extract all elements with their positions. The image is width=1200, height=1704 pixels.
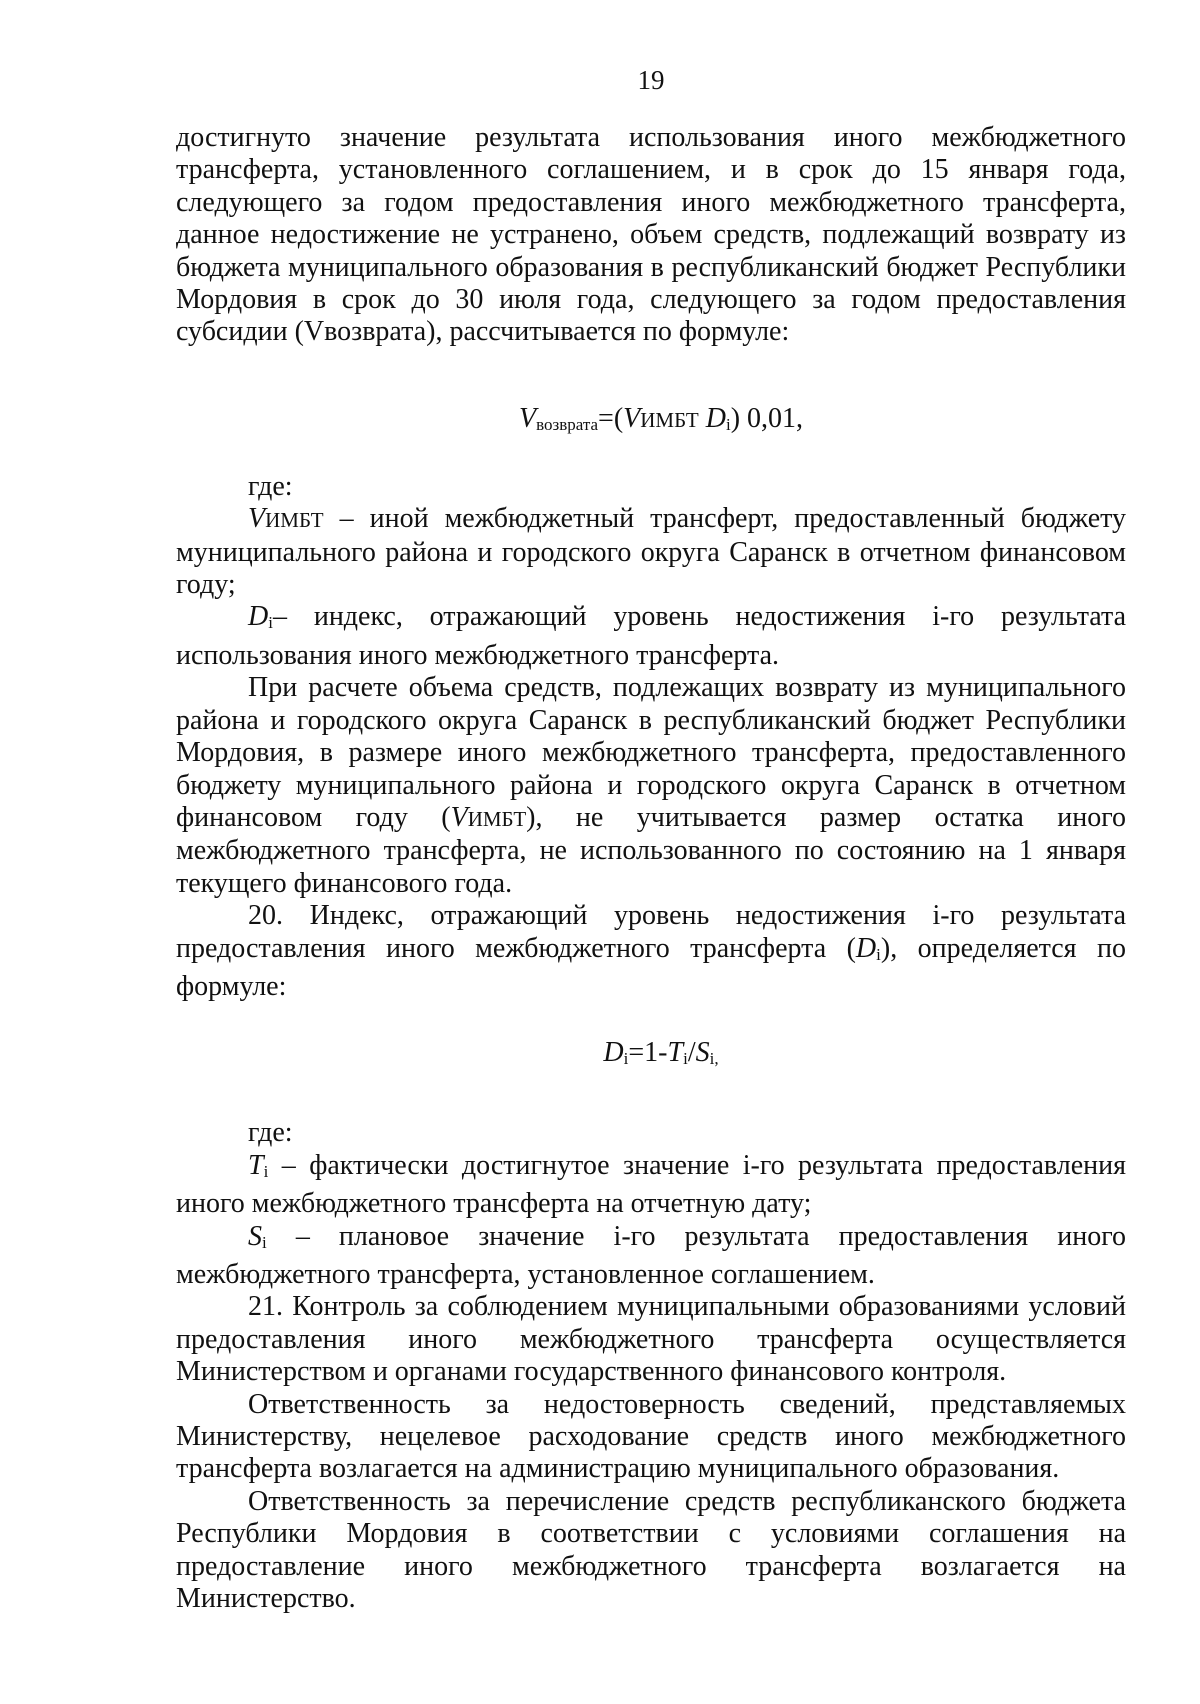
definition-t-i: Ti – фактически достигнутое значение i-го результата предоставления иного межбюджетного трансферта на отчетную дату; bbox=[176, 1149, 1126, 1220]
where-label-1: где: bbox=[248, 470, 293, 502]
paragraph-return-intro: достигнуто значение результата использования иного межбюджетного трансферта, установленного соглашением, и в срок до 15 января года, следующего за годом предоставления иного межбюджетного трансферта, данное недостижение не устранено, объем средств, подлежащий возврату из бюджета муниципального образования в республиканский бюджет Республики Мордовия в срок до 30 июля года, следующего за годом предоставления субсидии (Vвозврата), рассчитывается по формуле: bbox=[176, 122, 1126, 348]
document-page bbox=[176, 0, 1126, 1704]
paragraph-calculation-note: При расчете объема средств, подлежащих возврату из муниципального района и городского округа Саранск в республиканский бюджет Республики Мордовия, в размере иного межбюджетного трансферта, предоставленного бюджету муниципального района и городского округа Саранск в отчетном финансовом году (VИМБТ), не учитывается размер остатка иного межбюджетного трансферта, не использованного по состоянию на 1 января текущего финансового года. bbox=[176, 672, 1127, 899]
formula-index: Di=1-Ti/Si, bbox=[603, 1037, 719, 1069]
document-body bbox=[176, 122, 1126, 1615]
where-label-2: где: bbox=[248, 1117, 293, 1149]
paragraph-responsibility-1: Ответственность за недостоверность сведений, представляемых Министерству, нецелевое расходование средств иного межбюджетного трансферта возлагается на администрацию муниципального образования. bbox=[176, 1388, 1126, 1485]
definition-s-i: Si – плановое значение i-го результата предоставления иного межбюджетного трансферта, установленное соглашением. bbox=[176, 1220, 1126, 1290]
definition-d-i: Di– индекс, отражающий уровень недостижения i-го результата использования иного межбюджетного трансферта. bbox=[176, 601, 1126, 671]
page-number: 19 bbox=[637, 65, 665, 95]
paragraph-20-index: 20. Индекс, отражающий уровень недостижения i-го результата предоставления иного межбюджетного трансферта (Di), определяется по формуле: bbox=[176, 900, 1126, 1002]
paragraph-21-control: 21. Контроль за соблюдением муниципальными образованиями условий предоставления иного межбюджетного трансферта осуществляется Министерством и органами государственного финансового контроля. bbox=[176, 1291, 1126, 1388]
formula-return-volume: Vвозврата=(VИМБТ Di) 0,01, bbox=[518, 402, 804, 434]
definition-v-imbt: VИМБТ – иной межбюджетный трансферт, предоставленный бюджету муниципального района и городского округа Саранск в отчетном финансовом году; bbox=[176, 503, 1126, 601]
paragraph-responsibility-2: Ответственность за перечисление средств республиканского бюджета Республики Мордовия в соответствии с условиями соглашения на предоставление иного межбюджетного трансферта возлагается на Министерство. bbox=[176, 1485, 1126, 1615]
